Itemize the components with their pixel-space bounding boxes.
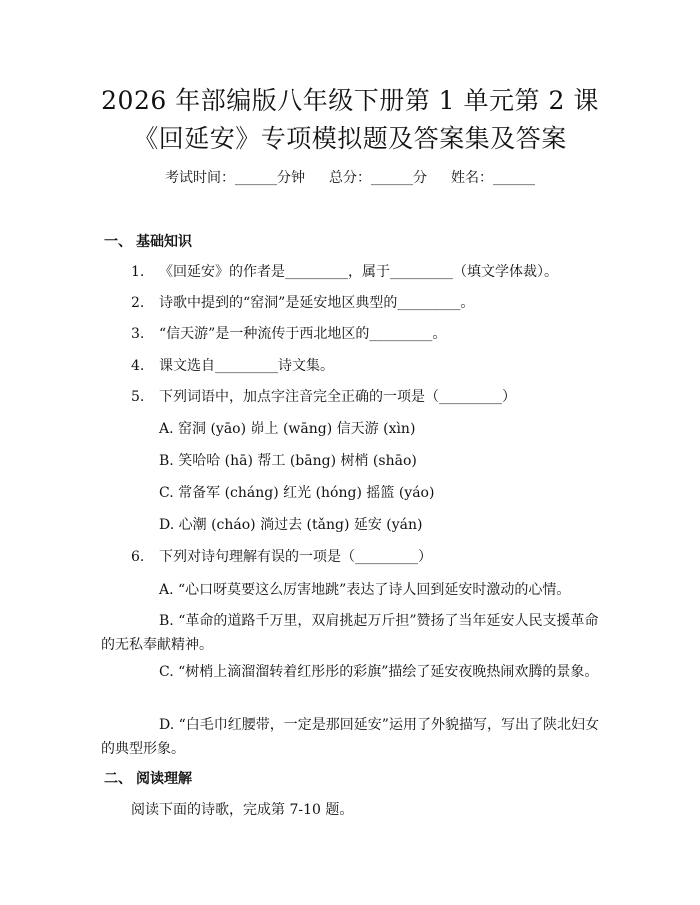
- question-1: [131, 262, 558, 282]
- q6-option-d: D. “白毛巾红腰带，一定是那回延安”运用了外貌描写，写出了陕北妇女的典型形象。: [101, 717, 599, 757]
- question-text: 课文选自_________诗文集。: [159, 358, 334, 374]
- question-text: 下列词语中，加点字注音完全正确的一项是（_________）: [159, 389, 516, 405]
- section-title: 基础知识: [136, 234, 192, 250]
- exam-info-row: [0, 168, 700, 188]
- question-text: “信天游”是一种流传于西北地区的_________。: [159, 326, 447, 342]
- section-number: 一、: [104, 234, 132, 250]
- q6-option-a: A. “心口呀莫要这么厉害地跳”表达了诗人回到延安时激动的心情。: [159, 582, 571, 598]
- question-number: 2.: [131, 295, 145, 311]
- question-text: 诗歌中提到的“窑洞”是延安地区典型的_________。: [159, 295, 475, 311]
- q6-option-c: C. “树梢上滴溜溜转着红彤彤的彩旗”描绘了延安夜晚热闹欢腾的景象。: [159, 664, 599, 680]
- page-title-line-2: 《回延安》专项模拟题及答案集及答案: [133, 124, 567, 153]
- question-number: 3.: [131, 326, 145, 342]
- question-number: 4.: [131, 358, 145, 374]
- question-2: [131, 293, 474, 313]
- section-heading-basic-knowledge: [104, 232, 192, 252]
- question-5: [131, 387, 516, 407]
- section-title: 阅读理解: [136, 771, 192, 787]
- total-score-field: 总分：______分: [329, 170, 427, 186]
- name-field: 姓名：______: [451, 170, 535, 186]
- question-3: [131, 324, 446, 344]
- question-number: 6.: [131, 549, 145, 565]
- q5-option-d: D. 心潮 (cháo) 淌过去 (tǎng) 延安 (yán): [159, 517, 423, 533]
- q5-option-a: A. 窑洞 (yāo) 峁上 (wāng) 信天游 (xìn): [159, 421, 416, 437]
- reading-intro: 阅读下面的诗歌，完成第 7-10 题。: [131, 802, 354, 818]
- section-heading-reading: [104, 769, 192, 789]
- question-text: 《回延安》的作者是_________，属于_________（填文学体裁）。: [159, 264, 558, 280]
- q6-option-b: B. “革命的道路千万里，双肩挑起万斤担”赞扬了当年延安人民支援革命的无私奉献精神。: [101, 613, 599, 653]
- q5-option-b: B. 笑哈哈 (hā) 帮工 (bāng) 树梢 (shāo): [159, 453, 417, 469]
- question-6: [131, 547, 432, 567]
- question-number: 1.: [131, 264, 145, 280]
- question-number: 5.: [131, 389, 145, 405]
- section-number: 二、: [104, 771, 132, 787]
- page-title-line-1: 2026 年部编版八年级下册第 1 单元第 2 课: [101, 86, 599, 115]
- q5-option-c: C. 常备军 (cháng) 红光 (hóng) 摇篮 (yáo): [159, 485, 435, 501]
- exam-time-field: 考试时间：______分钟: [165, 170, 305, 186]
- question-text: 下列对诗句理解有误的一项是（_________）: [159, 549, 432, 565]
- question-4: [131, 356, 334, 376]
